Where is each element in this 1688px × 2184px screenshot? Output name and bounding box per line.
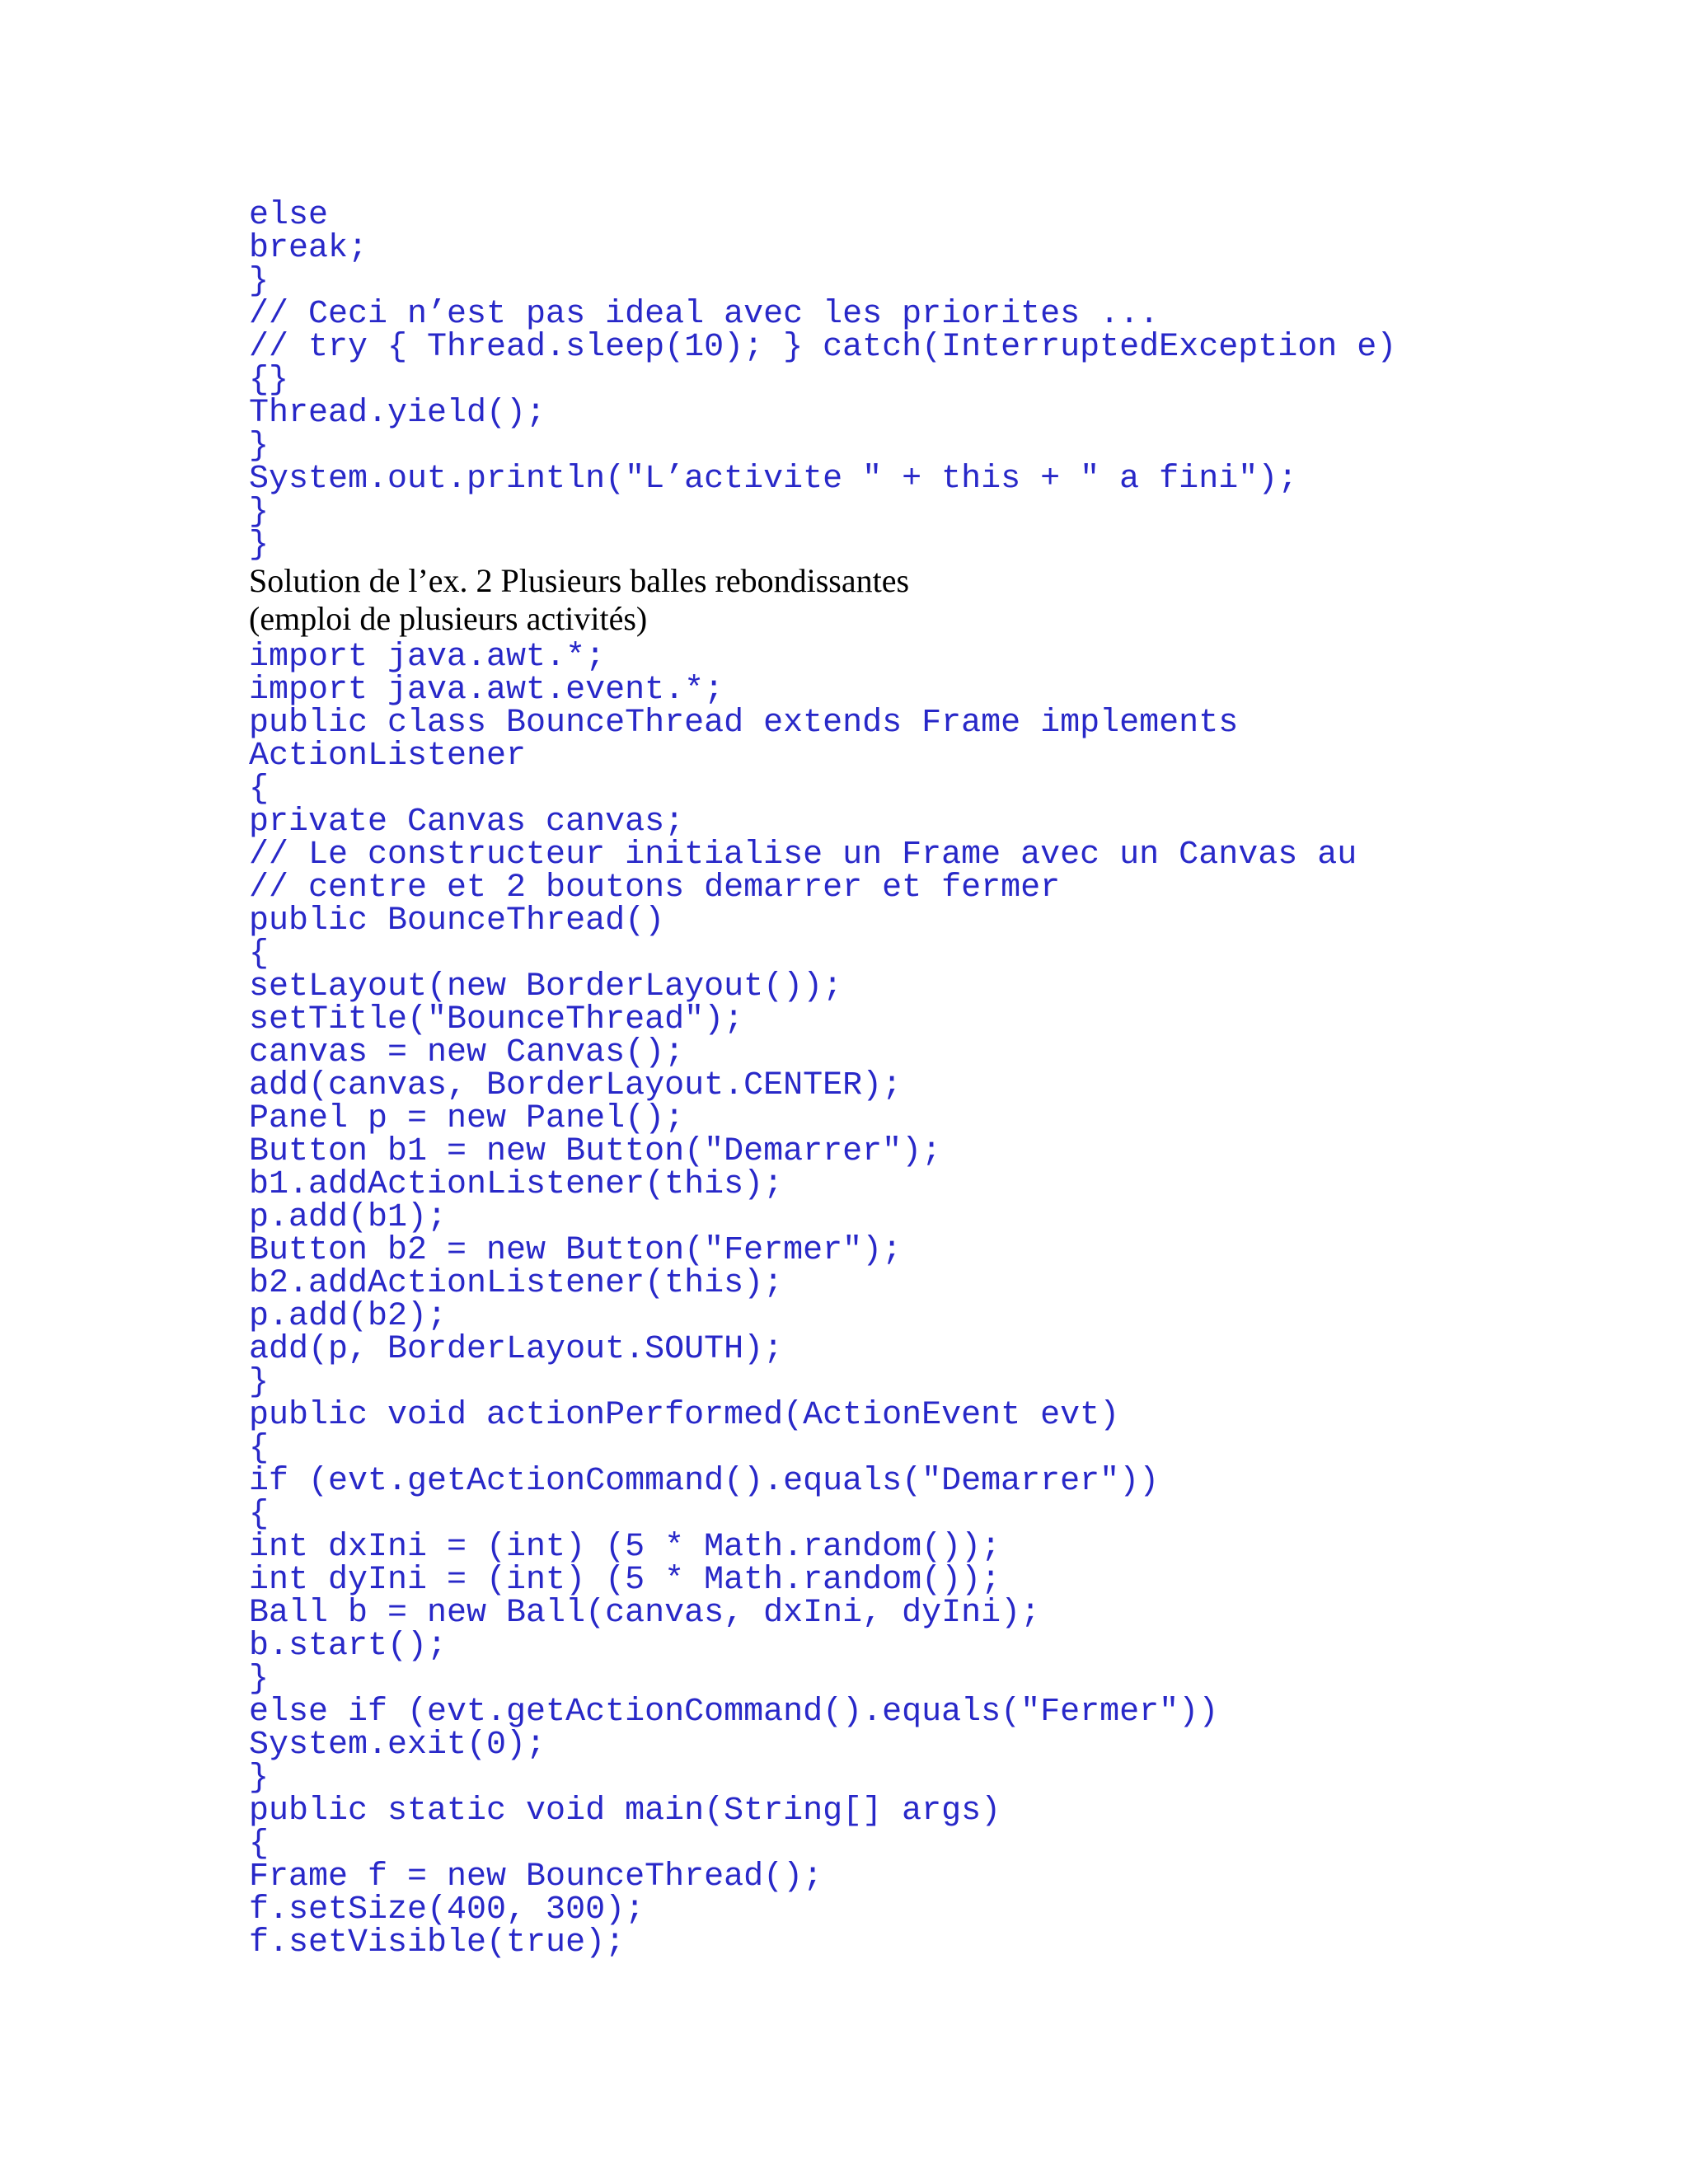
code-line: import java.awt.*; (249, 639, 606, 676)
code-line: // Ceci n’est pas ideal avec les priorites ... (249, 296, 1160, 333)
code-line: Frame f = new BounceThread(); (249, 1858, 823, 1896)
code-line: b2.addActionListener(this); (249, 1265, 784, 1302)
code-line: { (249, 771, 270, 808)
code-line: { (249, 1496, 270, 1533)
code-line: setLayout(new BorderLayout()); (249, 968, 843, 1005)
code-line: b1.addActionListener(this); (249, 1166, 784, 1203)
code-line: System.out.println("L’activite " + this + " a fini"); (249, 461, 1298, 498)
code-line: {} (249, 362, 289, 399)
code-line: } (249, 1661, 270, 1698)
code-line: canvas = new Canvas(); (249, 1034, 685, 1071)
code-line: int dxIni = (int) (5 * Math.random()); (249, 1529, 1001, 1566)
code-line: else (249, 197, 329, 234)
code-line: Thread.yield(); (249, 395, 546, 432)
code-line: { (249, 935, 270, 972)
code-line: add(p, BorderLayout.SOUTH); (249, 1331, 784, 1368)
code-line: Button b1 = new Button("Demarrer"); (249, 1133, 942, 1170)
code-line: break; (249, 230, 368, 267)
solution-title: Solution de l’ex. 2 Plusieurs balles rebondissantes (249, 562, 910, 599)
code-line: { (249, 1430, 270, 1467)
code-line: public void actionPerformed(ActionEvent evt) (249, 1397, 1120, 1434)
code-line: } (249, 428, 270, 465)
code-listing-bounce-thread (249, 641, 1650, 1960)
code-line: // centre et 2 boutons demarrer et fermer (249, 869, 1061, 907)
code-line: if (evt.getActionCommand().equals("Demarrer")) (249, 1463, 1160, 1500)
code-line: int dyIni = (int) (5 * Math.random()); (249, 1562, 1001, 1599)
code-line: p.add(b1); (249, 1199, 448, 1236)
code-line: public static void main(String[] args) (249, 1793, 1001, 1830)
solution-subtitle: (emploi de plusieurs activités) (249, 600, 648, 637)
code-line: ActionListener (249, 738, 527, 775)
code-line: } (249, 494, 270, 531)
code-line: } (249, 1364, 270, 1401)
code-line: p.add(b2); (249, 1298, 448, 1335)
code-line: add(canvas, BorderLayout.CENTER); (249, 1067, 903, 1104)
code-line: } (249, 1760, 270, 1797)
code-line: // Le constructeur initialise un Frame avec un Canvas au (249, 837, 1357, 874)
code-line: Button b2 = new Button("Fermer"); (249, 1232, 903, 1269)
code-line: Panel p = new Panel(); (249, 1100, 685, 1137)
code-line: b.start(); (249, 1628, 448, 1665)
code-line: public BounceThread() (249, 902, 665, 940)
code-line: public class BounceThread extends Frame implements (249, 705, 1239, 742)
code-line: // try { Thread.sleep(10); } catch(InterruptedException e) (249, 329, 1397, 366)
code-line: f.setSize(400, 300); (249, 1891, 645, 1929)
code-line: System.exit(0); (249, 1727, 546, 1764)
code-line: setTitle("BounceThread"); (249, 1001, 744, 1038)
code-line: f.setVisible(true); (249, 1924, 626, 1961)
code-line: Ball b = new Ball(canvas, dxIni, dyIni); (249, 1595, 1041, 1632)
code-line: else if (evt.getActionCommand().equals("Fermer")) (249, 1694, 1219, 1731)
code-line: } (249, 263, 270, 300)
code-line: private Canvas canvas; (249, 804, 685, 841)
solution-heading (249, 562, 1650, 638)
code-listing-end-of-ball-run (249, 199, 1650, 562)
code-line: { (249, 1825, 270, 1863)
code-line: } (249, 527, 270, 564)
code-line: import java.awt.event.*; (249, 672, 724, 709)
